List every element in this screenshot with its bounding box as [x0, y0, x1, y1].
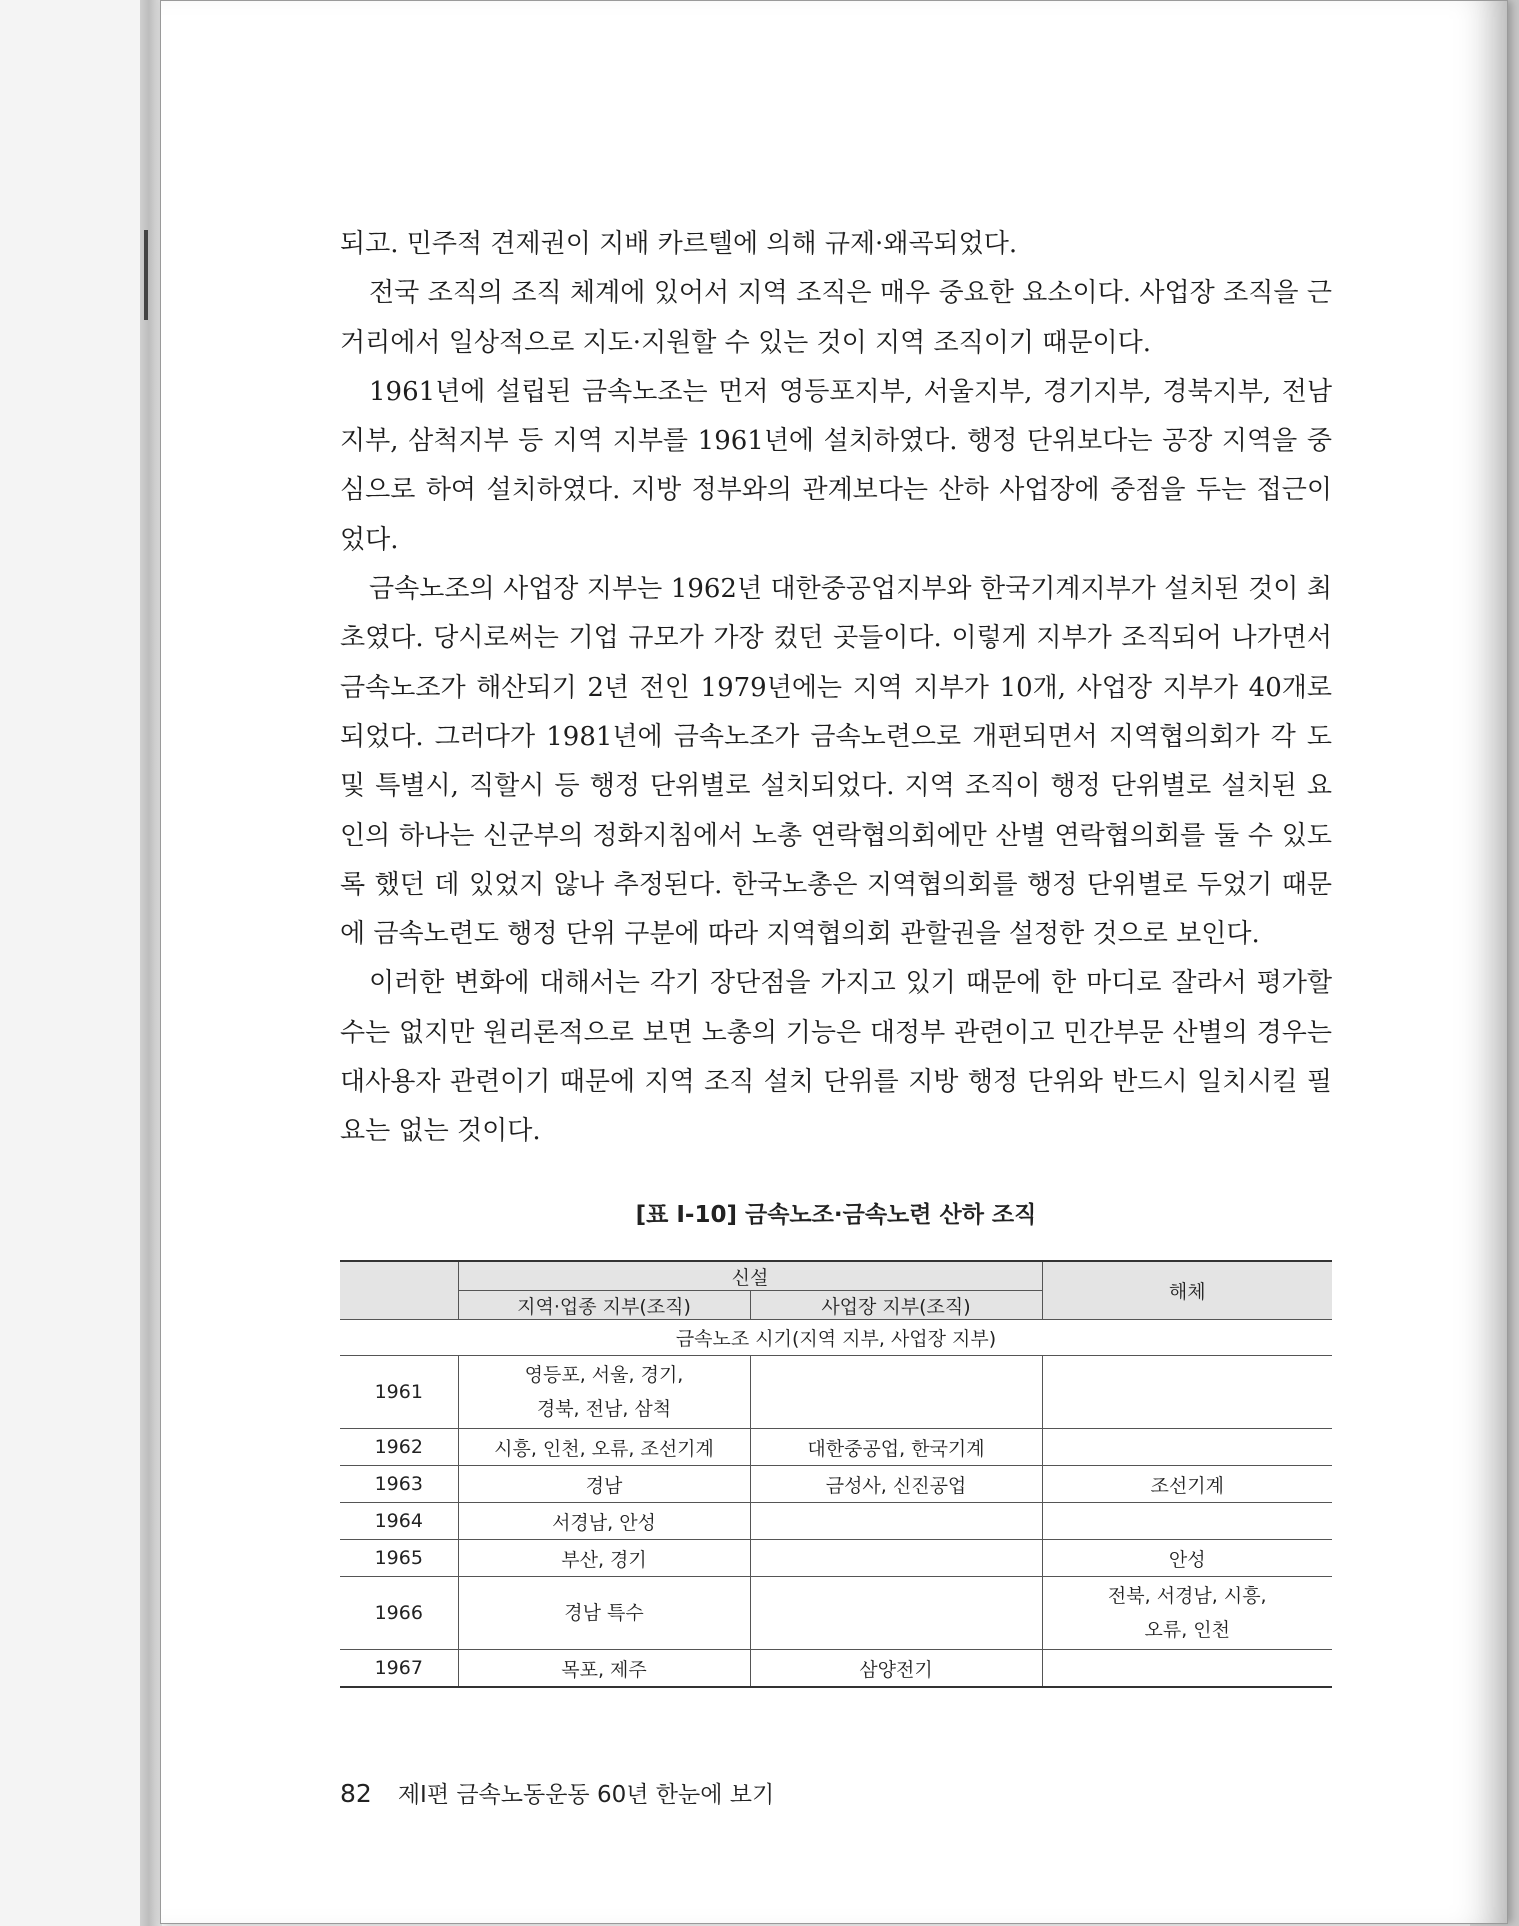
workplace-header: 사업장 지부(조직) [750, 1291, 1042, 1320]
regional-cell [458, 1540, 750, 1577]
regional-line: 영등포, 서울, 경기, [524, 1364, 684, 1386]
regional-cell [458, 1577, 750, 1650]
workplace-line: 대한중공업, 한국기계 [807, 1437, 985, 1460]
running-title: 제Ⅰ편 금속노동운동 60년 한눈에 보기 [397, 1782, 775, 1808]
body-text [340, 220, 1332, 1157]
dissolved-cell [1042, 1540, 1332, 1577]
regional-cell [458, 1650, 750, 1688]
table-title: [표 Ⅰ-10] 금속노조·금속노련 산하 조직 [635, 1202, 1037, 1228]
regional-line: 부산, 경기 [561, 1548, 647, 1571]
dissolved-cell [1042, 1577, 1332, 1650]
workplace-cell [750, 1577, 1042, 1650]
body-paragraph: 금속노조의 사업장 지부는 1962년 대한중공업지부와 한국기계지부가 설치된 것이 최초였다. 당시로써는 기업 규모가 가장 컸던 곳들이다. 이렇게 지부가 조직되어 나가면서 금속노조가 해산되기 2년 전인 1979년에는 지역 지부가 10개, 사업장 지부가 40개로 되었다. 그러다가 1981년에 금속노조가 금속노련으로 개편되면서 지역협의회가 각 도 및 특별시, 직할시 등 행정 단위별로 설치되었다. 지역 조직이 행정 단위별로 설치된 요인의 하나는 신군부의 정화지침에서 노총 연락협의회에만 산별 연락협의회를 둘 수 있도록 했던 데 있었지 않나 추정된다. 한국노총은 지역협의회를 행정 단위별로 두었기 때문에 금속노련도 행정 단위 구분에 따라 지역협의회 관할권을 설정한 것으로 보인다. [340, 574, 1332, 950]
spine-bookmark [144, 230, 148, 320]
year-cell: 1961 [340, 1356, 458, 1429]
dissolved-line: 안성 [1168, 1548, 1206, 1571]
year-cell: 1964 [340, 1503, 458, 1540]
year-cell: 1967 [340, 1650, 458, 1688]
year-header [340, 1261, 458, 1320]
dissolved-line: 전북, 서경남, 시흥, [1107, 1585, 1267, 1607]
table-row [340, 1429, 1332, 1466]
regional-cell [458, 1356, 750, 1429]
workplace-cell [750, 1503, 1042, 1540]
regional-cell [458, 1429, 750, 1466]
table-row [340, 1503, 1332, 1540]
dissolved-line: 오류, 인천 [1144, 1619, 1230, 1641]
table-row [340, 1540, 1332, 1577]
table-row [340, 1577, 1332, 1650]
year-cell: 1963 [340, 1466, 458, 1503]
workplace-line: 삼양전기 [859, 1658, 933, 1681]
year-cell: 1962 [340, 1429, 458, 1466]
founded-header: 신설 [458, 1261, 1042, 1291]
dissolved-cell [1042, 1466, 1332, 1503]
workplace-cell [750, 1540, 1042, 1577]
organization-table [340, 1260, 1332, 1688]
workplace-cell [750, 1650, 1042, 1688]
table-row [340, 1650, 1332, 1688]
table-row [340, 1356, 1332, 1429]
dissolved-cell [1042, 1503, 1332, 1540]
dissolved-header: 해체 [1042, 1261, 1332, 1320]
dissolved-line: 조선기계 [1150, 1474, 1224, 1497]
regional-cell [458, 1503, 750, 1540]
regional-line: 경남 특수 [564, 1602, 644, 1624]
period-label: 금속노조 시기(지역 지부, 사업장 지부) [340, 1320, 1332, 1356]
body-paragraph: 되고. 민주적 견제권이 지배 카르텔에 의해 규제·왜곡되었다. [340, 229, 1018, 259]
body-paragraph: 이러한 변화에 대해서는 각기 장단점을 가지고 있기 때문에 한 마디로 잘라서 평가할 수는 없지만 원리론적으로 보면 노총의 기능은 대정부 관련이고 민간부문 산별의 경우는 대사용자 관련이기 때문에 지역 조직 설치 단위를 지방 행정 단위와 반드시 일치시킬 필요는 없는 것이다. [340, 968, 1332, 1147]
dissolved-cell [1042, 1429, 1332, 1466]
year-cell: 1966 [340, 1577, 458, 1650]
regional-cell [458, 1466, 750, 1503]
workplace-cell [750, 1466, 1042, 1503]
body-paragraph: 1961년에 설립된 금속노조는 먼저 영등포지부, 서울지부, 경기지부, 경북지부, 전남지부, 삼척지부 등 지역 지부를 1961년에 설치하였다. 행정 단위보다는 공장 지역을 중심으로 하여 설치하였다. 지방 정부와의 관계보다는 산하 사업장에 중점을 두는 접근이었다. [340, 376, 1332, 555]
workplace-cell [750, 1356, 1042, 1429]
page-footer [340, 1776, 774, 1809]
dissolved-cell [1042, 1356, 1332, 1429]
dissolved-cell [1042, 1650, 1332, 1688]
table-row [340, 1466, 1332, 1503]
regional-line: 경남 [585, 1474, 623, 1497]
regional-line: 경북, 전남, 삼척 [536, 1398, 672, 1420]
regional-header: 지역·업종 지부(조직) [458, 1291, 750, 1320]
workplace-cell [750, 1429, 1042, 1466]
regional-line: 목포, 제주 [561, 1658, 647, 1681]
body-paragraph: 전국 조직의 조직 체계에 있어서 지역 조직은 매우 중요한 요소이다. 사업장 조직을 근거리에서 일상적으로 지도·지원할 수 있는 것이 지역 조직이기 때문이다. [340, 278, 1332, 358]
regional-line: 서경남, 안성 [552, 1511, 656, 1534]
year-cell: 1965 [340, 1540, 458, 1577]
page-number: 82 [340, 1779, 372, 1808]
regional-line: 시흥, 인천, 오류, 조선기계 [494, 1437, 714, 1460]
workplace-line: 금성사, 신진공업 [825, 1474, 967, 1497]
